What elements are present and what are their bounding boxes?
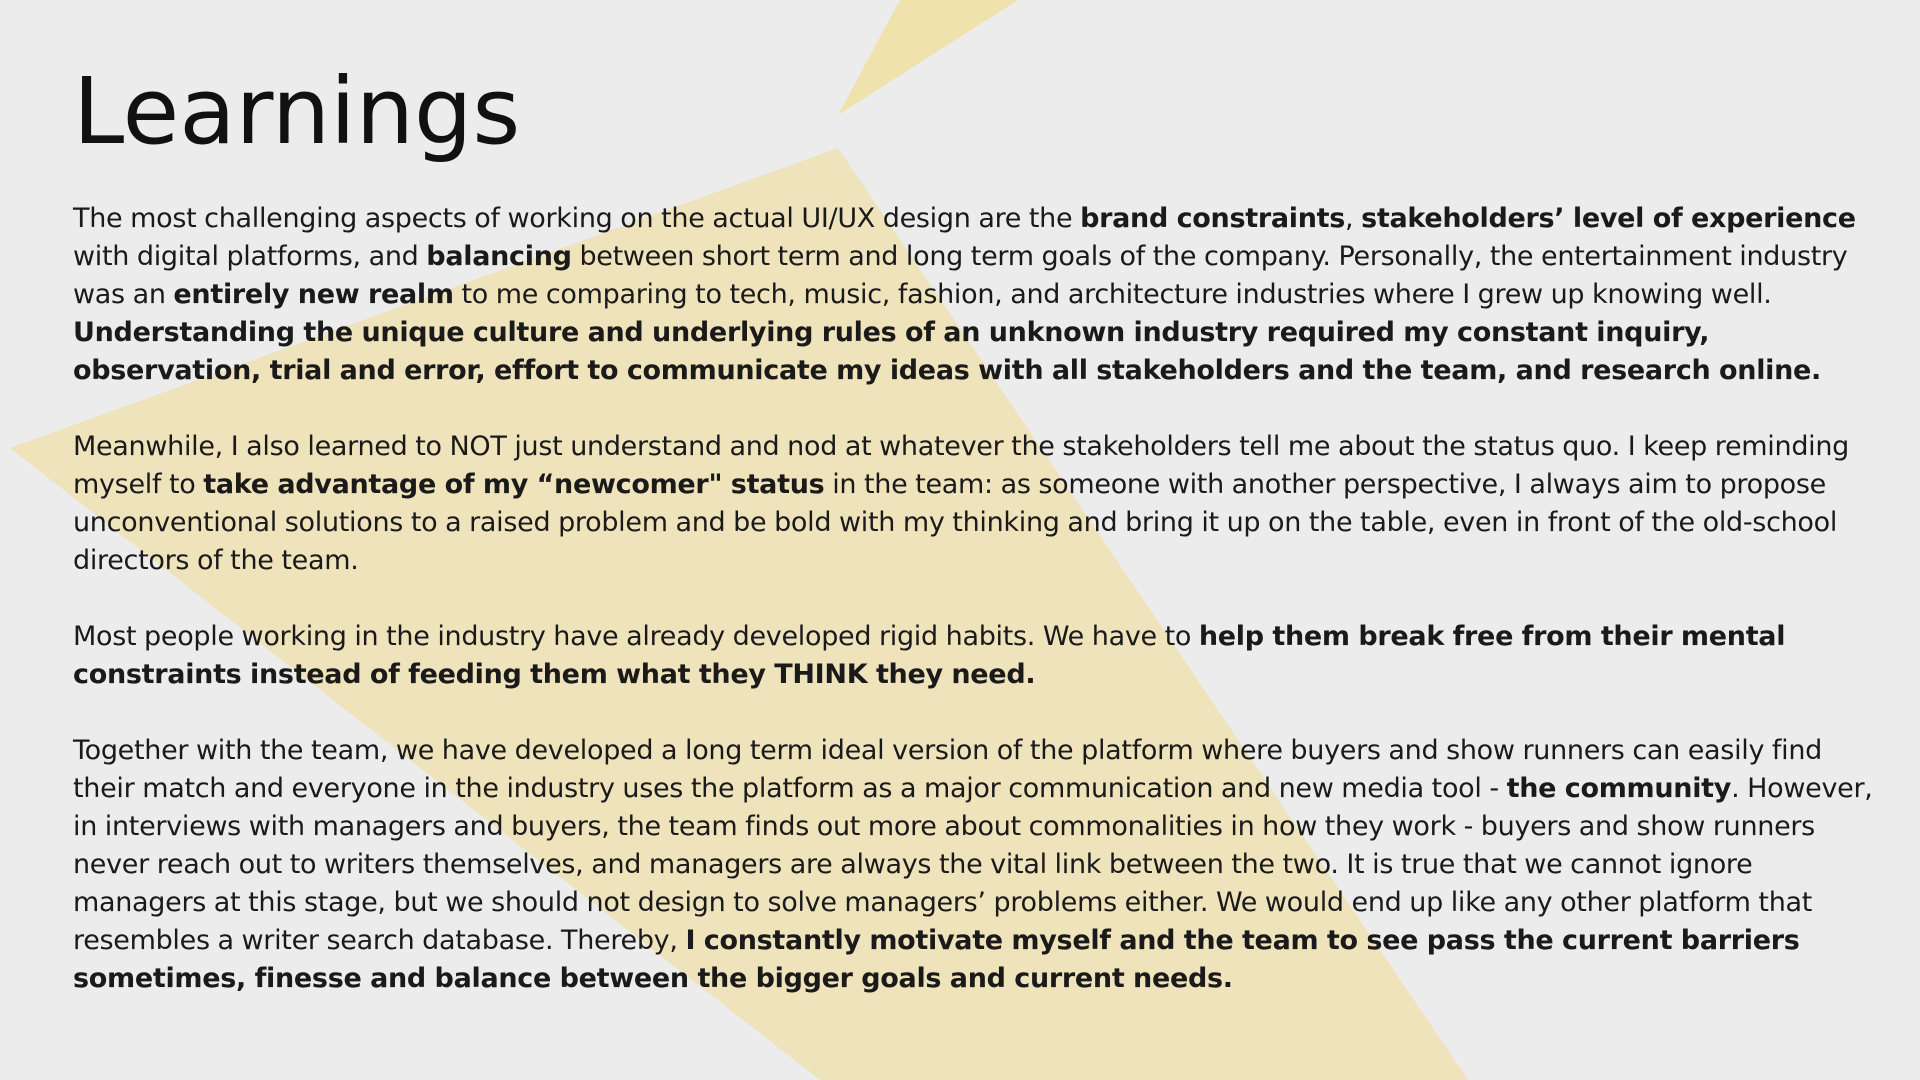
bold-text-segment: balancing [426, 241, 572, 272]
paragraph-community [73, 732, 1873, 998]
text-segment: between short term and long term goals of the company. Personally, the entertainment industry was an [73, 241, 1848, 310]
bold-text-segment: I constantly motivate myself and the team to see pass the current barriers sometimes, finesse and balance between the bigger goals and current needs. [73, 925, 1800, 994]
paragraph-challenges [73, 200, 1873, 390]
page-title: Learnings [73, 58, 521, 165]
slide-body [73, 200, 1873, 1036]
paragraph-habits [73, 618, 1873, 694]
text-segment: Meanwhile, I also learned to NOT just understand and nod at whatever the stakeholders tell me about the status quo. I keep reminding myself to [73, 431, 1850, 500]
bold-text-segment: help them break free from their mental constraints instead of feeding them what they THINK they need. [73, 621, 1786, 690]
text-segment: , [1345, 203, 1362, 234]
bold-text-segment: brand constraints [1080, 203, 1346, 234]
accent-triangle-top [838, 0, 1018, 115]
bold-text-segment: the community [1506, 773, 1732, 804]
bold-text-segment: take advantage of my “newcomer" status [203, 469, 825, 500]
text-segment: The most challenging aspects of working on the actual UI/UX design are the [73, 203, 1081, 234]
text-segment: Together with the team, we have developed a long term ideal version of the platform where buyers and show runners can easily find their match and everyone in the industry uses the platform as a major communication and new media tool - [73, 735, 1822, 804]
text-segment: to me comparing to tech, music, fashion, and architecture industries where I grew up knowing well. [453, 279, 1772, 310]
bold-text-segment: stakeholders’ level of experience [1361, 203, 1856, 234]
text-segment: Most people working in the industry have already developed rigid habits. We have to [73, 621, 1199, 652]
paragraph-newcomer [73, 428, 1873, 580]
text-segment: with digital platforms, and [73, 241, 427, 272]
bold-text-segment: Understanding the unique culture and underlying rules of an unknown industry required my constant inquiry, observation, trial and error, effort to communicate my ideas with all stakeholders and the team, and research online. [73, 317, 1822, 386]
text-segment: in the team: as someone with another perspective, I always aim to propose unconventional solutions to a raised problem and be bold with my thinking and bring it up on the table, even in front of the old-school directors of the team. [73, 469, 1838, 576]
text-segment: . However, in interviews with managers and buyers, the team finds out more about commonalities in how they work - buyers and show runners never reach out to writers themselves, and managers are always the vital link between the two. It is true that we cannot ignore managers at this stage, but we should not design to solve managers’ problems either. We would end up like any other platform that resembles a writer search database. Thereby, [73, 773, 1873, 956]
bold-text-segment: entirely new realm [173, 279, 454, 310]
